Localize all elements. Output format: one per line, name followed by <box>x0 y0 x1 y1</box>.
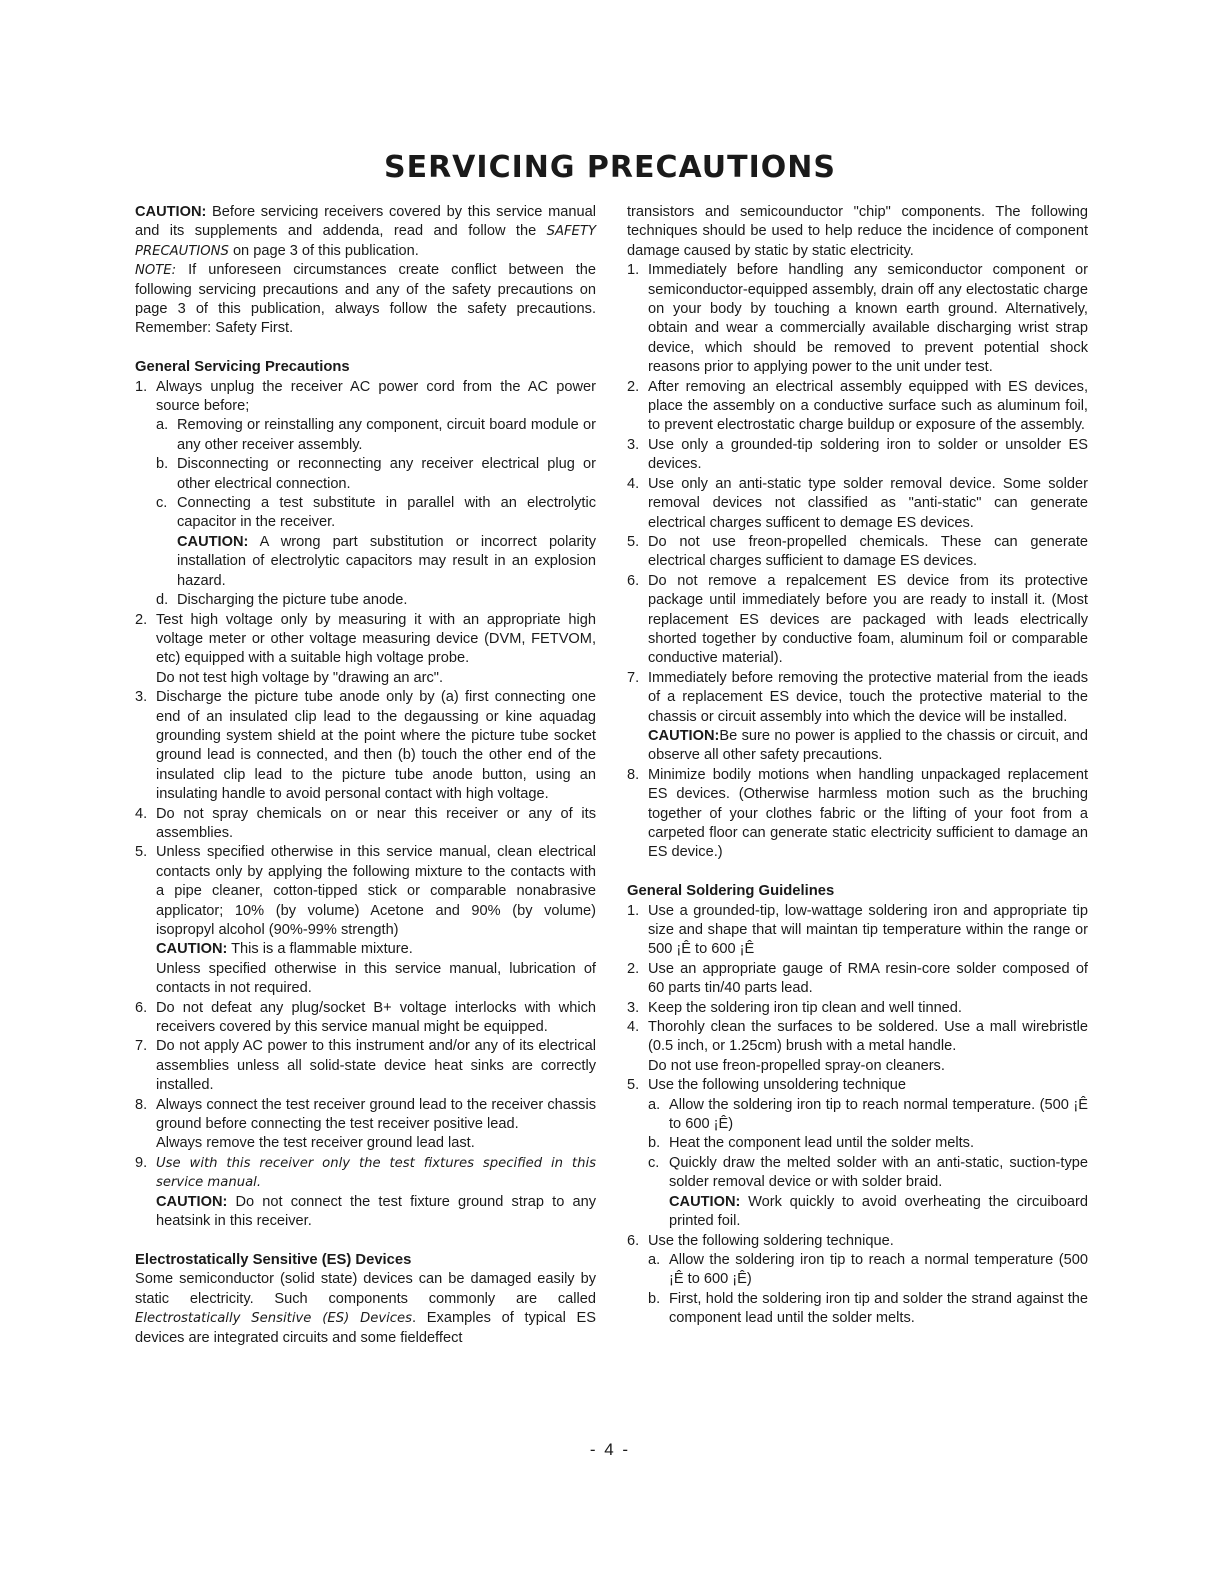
list-item: 6. Do not defeat any plug/socket B+ voltage interlocks with which receivers covered by this service manual might be equipped. <box>135 999 596 1036</box>
safety-precautions-ref: SAFETY PRECAUTIONS <box>135 224 596 259</box>
intro-note <box>135 261 596 339</box>
list-item: 2. Use an appropriate gauge of RMA resin-core solder composed of 60 parts tin/40 parts lead. <box>627 960 1088 997</box>
page-number: - 4 - <box>589 1440 631 1459</box>
list-item: 1. Always unplug the receiver AC power cord from the AC power source before; <box>135 378 596 415</box>
sub-item: c. Connecting a test substitute in parallel with an electrolytic capacitor in the receiver. <box>156 495 596 531</box>
list-item: 6. Use the following soldering technique. <box>627 1232 894 1249</box>
list-item: 5. Use the following unsoldering technique <box>627 1077 906 1094</box>
sub-item: a. Removing or reinstalling any component, circuit board module or any other receiver assembly. <box>156 417 596 453</box>
left-column <box>135 203 596 1348</box>
list-item: 3. Keep the soldering iron tip clean and well tinned. <box>627 999 962 1016</box>
caution-label: CAUTION: <box>135 204 207 220</box>
list-item: 4. Do not spray chemicals on or near this receiver or any of its assemblies. <box>135 805 596 841</box>
section-heading-es: Electrostatically Sensitive (ES) Devices <box>135 1251 412 1268</box>
list-item: 5. Unless specified otherwise in this service manual, clean electrical contacts only by applying the following mixture to the contacts with a pipe cleaner, cotton-tipped stick or comparable nonabrasive applicator; 10% (by volume) Acetone and 90% (by volume) isopropyl alcohol (90%-99% strength) CAUTION: This is a flammable mixture. Unless specified otherwise in this service manual, lubrication of contacts in not required. <box>135 844 596 997</box>
list-item: 3. Discharge the picture tube anode only by (a) first connecting one end of an insulated clip lead to the degaussing or kine aquadag grounding system shield at the point where the picture tube socket ground lead is connected, and then (b) touch the other end of the insulated clip lead to the picture tube anode button, using an insulating handle to avoid personal contact with high voltage. <box>135 689 596 803</box>
es-devices-ref: Electrostatically Sensitive (ES) Devices <box>135 1311 413 1327</box>
sub-item: b. First, hold the soldering iron tip and solder the strand against the component lead until the solder melts. <box>648 1290 1088 1327</box>
section-heading-soldering: General Soldering Guidelines <box>627 883 835 900</box>
caution-text: Before servicing receivers covered by this service manual and its supplements and addenda, read and follow the <box>135 204 596 240</box>
list-item: 7. Immediately before removing the protective material from the ieads of a replacement ES device, touch the protective material to the chassis or circuit assembly into which the device will be installed. CAUTION:Be sure no power is applied to the chassis or circuit, and observe all other safety precautions. <box>627 669 1088 764</box>
list-item: 8. Minimize bodily motions when handling unpackaged replacement ES devices. (Otherwise harmless motion such as the bruching together of your clothes fabric or the lifting of your foot from a carpeted floor can generate static electricity sufficient to damage an ES device.) <box>627 766 1088 861</box>
sub-item: c. Quickly draw the melted solder with an anti-static, suction-type solder removal device or with solder braid. <box>648 1154 1088 1191</box>
note-text: If unforeseen circumstances create conflict between the following servicing precautions and any of the safety precautions on page 3 of this publication, always follow the safety precautions. Remember: Safety First. <box>135 262 596 337</box>
list-item: 8. Always connect the test receiver ground lead to the receiver chassis ground before connecting the test receiver positive lead. Always remove the test receiver ground lead last. <box>135 1096 596 1152</box>
list-item: 2. After removing an electrical assembly equipped with ES devices, place the assembly on a conductive surface such as aluminum foil, to prevent electrostatic charge buildup or exposure of the assembly. <box>627 378 1088 434</box>
note-label: NOTE: <box>135 263 177 279</box>
caution-tail: on page 3 of this publication. <box>228 242 419 259</box>
sub-caution: CAUTION: A wrong part substitution or incorrect polarity installation of electrolytic capacitors may result in an explosion hazard. <box>177 533 596 589</box>
page-title: SERVICING PRECAUTIONS <box>383 150 837 185</box>
list-item: 4. Use only an anti-static type solder removal device. Some solder removal devices not classified as "anti-static" can generate electrical charges sufficent to demage ES devices. <box>627 475 1088 531</box>
list-item: 1. Use a grounded-tip, low-wattage soldering iron and appropriate tip size and shape that will maintan tip temperature within the range or 500 ¡Ê to 600 ¡Ê <box>627 902 1088 958</box>
sub-item: a. Allow the soldering iron tip to reach normal temperature. (500 ¡Ê to 600 ¡Ê) <box>648 1096 1088 1133</box>
sub-item: b. Disconnecting or reconnecting any receiver electrical plug or other electrical connection. <box>156 456 596 492</box>
sub-item: b. Heat the component lead until the solder melts. <box>648 1135 975 1152</box>
list-item: 2. Test high voltage only by measuring it with an appropriate high voltage meter or other voltage measuring device (DVM, FETVOM, etc) equipped with a suitable high voltage probe. Do not test high voltage by "drawing an arc". <box>135 611 596 686</box>
section-heading-general: General Servicing Precautions <box>135 359 350 376</box>
list-item: 9. Use with this receiver only the test fixtures specified in this service manual. CAUTION: Do not connect the test fixture ground strap to any heatsink in this receiver. <box>135 1154 596 1230</box>
list-item: 4. Thorohly clean the surfaces to be soldered. Use a mall wirebristle (0.5 inch, or 1.25cm) brush with a metal handle. Do not use freon-propelled spray-on cleaners. <box>627 1019 1088 1074</box>
es-intro-continued: transistors and semicounductor "chip" components. The following techniques should be used to help reduce the incidence of component damage caused by static by static electricity. <box>627 204 1088 259</box>
list-item: 5. Do not use freon-propelled chemicals. These can generate electrical charges sufficient to damage ES devices. <box>627 533 1088 570</box>
right-column <box>627 203 1088 1329</box>
sub-item: d. Discharging the picture tube anode. <box>156 592 408 609</box>
list-item: 6. Do not remove a repalcement ES device from its protective package until immediately before you are ready to install it. (Most replacement ES devices are packaged with leads electrically shorted together by conductive foam, aluminum foil or comparable conductive material). <box>627 572 1088 667</box>
sub-caution: CAUTION: Work quickly to avoid overheating the circuiboard printed foil. <box>669 1193 1088 1230</box>
list-item: 7. Do not apply AC power to this instrument and/or any of its electrical assemblies unless all solid-state device heat sinks are correctly installed. <box>135 1038 596 1094</box>
intro-caution <box>135 203 596 261</box>
list-item: 3. Use only a grounded-tip soldering iron to solder or unsolder ES devices. <box>627 436 1088 473</box>
list-item: 1. Immediately before handling any semiconductor component or semiconductor-equipped assembly, drain off any electostatic charge on your body by touching a known earth ground. Alternatively, obtain and wear a commercially available discharging wrist strap device, which should be removed to prevent potential shock reasons prior to applying power to the unit under test. <box>627 262 1088 376</box>
sub-item: a. Allow the soldering iron tip to reach a normal temperature (500 ¡Ê to 600 ¡Ê) <box>648 1251 1088 1288</box>
es-intro: Some semiconductor (solid state) devices can be damaged easily by static electricity. Such components commonly are called Electrostatically Sensitive (ES) Devices. Examples of typical ES devices are integrated circuits and some fieldeffect <box>135 1271 596 1346</box>
